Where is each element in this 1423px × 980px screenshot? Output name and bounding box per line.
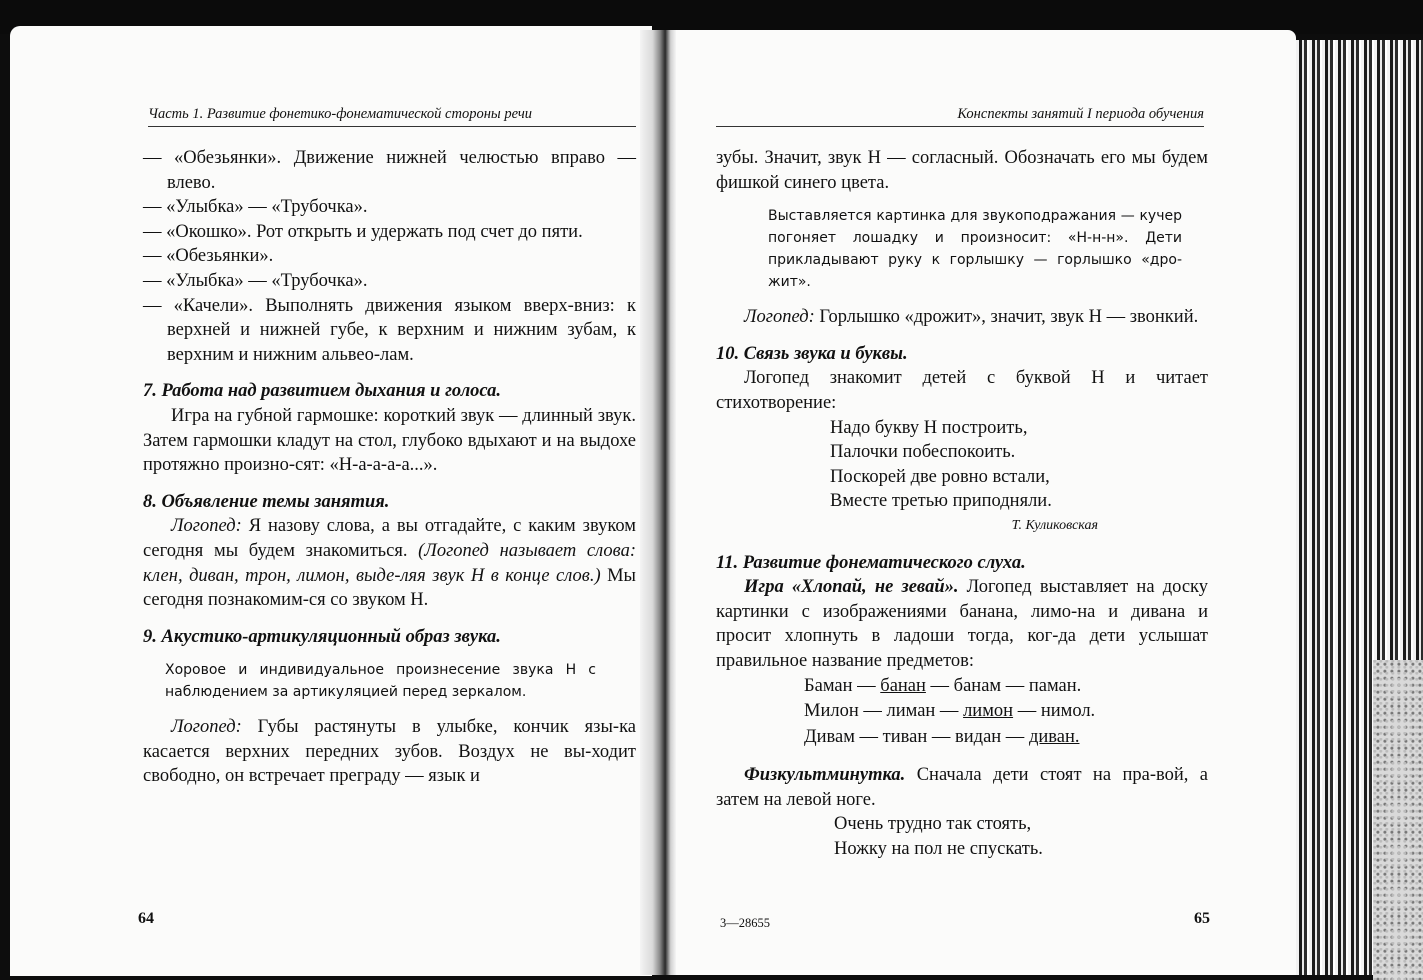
continued-text: зубы. Значит, звук Н — согласный. Обозначать его мы будем фишкой синего цвета.: [716, 148, 1208, 193]
scan-noise: [1373, 660, 1423, 980]
section-text: Мы сегодня познакомим-ся со звуком Н.: [143, 565, 636, 611]
left-page: [10, 26, 652, 976]
word-text: Баман —: [804, 675, 881, 696]
section-text-10: Логопед знакомит детей с буквой Н и читает стихотворение:: [716, 368, 1208, 413]
poem: [716, 416, 1208, 514]
page-number-right: 65: [1194, 910, 1210, 927]
list-item: — «Качели». Выполнять движения языком вверх-вниз: к верхней и нижней губе, к верхним и нижним зубам, к верхним и нижним альвео-лам.: [143, 295, 636, 365]
word-text: Милон — лиман —: [804, 701, 964, 722]
instruction-note: Выставляется картинка для звукоподражания — кучер погоняет лошадку и произносит: «Н-н-н». Дети прикладывают руку к горлышку — горлышко «дро-жит».: [768, 208, 1182, 291]
poem-author: Т. Куликовская: [1011, 517, 1098, 533]
section-text: Сначала дети стоят на пра-вой, а затем на левой ноге.: [716, 765, 1208, 810]
correct-word: лимон: [963, 701, 1014, 722]
section-text-8: [143, 514, 636, 612]
speaker-label: Логопед:: [171, 717, 242, 738]
word-list: [716, 674, 1208, 750]
word-row: [804, 725, 1208, 750]
section-text-9: [143, 715, 636, 789]
game-title: Игра «Хлопай, не зевай».: [744, 577, 959, 598]
poem-line: Палочки побеспокоить.: [830, 442, 1016, 463]
section-text: Я назову слова, а вы отгадайте, с каким звуком сегодня мы будем знакомиться.: [143, 516, 636, 561]
section-text: Логопед выставляет на доску картинки с изображениями банана, лимо-на и дивана и просит хлопнуть в ладоши тогда, ког-да дети услышат правильное название предметов:: [716, 577, 1209, 671]
correct-word: диван.: [1028, 726, 1080, 747]
speaker-label: Логопед:: [171, 516, 242, 537]
poem-line: Поскорей две ровно встали,: [830, 466, 1050, 487]
game-paragraph: [716, 575, 1208, 673]
section-text: Горлышко «дрожит», значит, звук Н — звонкий.: [814, 307, 1199, 328]
poem-2: [716, 812, 1208, 861]
poem-line: Ножку на пол не спускать.: [834, 839, 1043, 860]
list-item: — «Улыбка» — «Трубочка».: [143, 270, 368, 291]
word-text: — нимол.: [1013, 701, 1096, 722]
instruction-note: Хоровое и индивидуальное произнесение звука Н с наблюдением за артикуляцией перед зеркалом.: [165, 662, 596, 701]
list-item: — «Улыбка» — «Трубочка».: [143, 197, 368, 218]
section-text: Губы растянуты в улыбке, кончик язы-ка касается верхних передних зубов. Воздух не вы-ходит свободно, он встречает преграду — язык и: [143, 717, 636, 787]
speaker-paragraph: [716, 305, 1208, 330]
left-page-text: [143, 146, 636, 789]
list-item: — «Обезьянки».: [143, 246, 274, 267]
poem-line: Очень трудно так стоять,: [834, 814, 1032, 835]
poem-line: Надо букву Н построить,: [830, 417, 1028, 438]
section-heading-11: 11. Развитие фонематического слуха.: [716, 552, 1026, 573]
book-gutter: [640, 30, 676, 975]
right-page: [676, 30, 1296, 975]
correct-word: банан: [880, 675, 926, 696]
speaker-label: Логопед:: [744, 307, 815, 328]
right-page-text: [716, 146, 1208, 862]
running-head-right: Конспекты занятий I периода обучения: [716, 106, 1204, 127]
word-text: — банам — паман.: [925, 675, 1082, 696]
book-edge: [1296, 40, 1423, 975]
section-heading-10: 10. Связь звука и буквы.: [716, 343, 908, 364]
word-text: Дивам — тиван — видан —: [804, 726, 1029, 747]
poem-line: Вместе третью приподняли.: [830, 491, 1052, 512]
fizminutka-title: Физкультминутка.: [744, 765, 906, 786]
list-item: — «Обезьянки». Движение нижней челюстью вправо — влево.: [143, 148, 636, 193]
word-row: [804, 699, 1208, 724]
word-row: [804, 674, 1208, 699]
stage-direction: (Логопед называет слова: клен, диван, трон, лимон, выде-ляя звук Н в конце слов.): [143, 540, 636, 586]
page-number-left: 64: [138, 910, 154, 927]
section-heading-9: 9. Акустико-артикуляционный образ звука.: [143, 626, 501, 647]
running-head-left: Часть 1. Развитие фонетико-фонематической стороны речи: [148, 106, 636, 127]
section-text-7: Игра на губной гармошке: короткий звук — длинный звук. Затем гармошки кладут на стол, глубоко вдыхают и на выдохе протяжно произно-сят: «Н-а-а-а-а...».: [143, 405, 636, 476]
list-item: — «Окошко». Рот открыть и удержать под счет до пяти.: [143, 221, 583, 242]
printer-signature: 3—28655: [720, 916, 770, 930]
section-heading-8: 8. Объявление темы занятия.: [143, 491, 390, 512]
fizminutka-paragraph: [716, 763, 1208, 812]
section-heading-7: 7. Работа над развитием дыхания и голоса.: [143, 381, 502, 402]
